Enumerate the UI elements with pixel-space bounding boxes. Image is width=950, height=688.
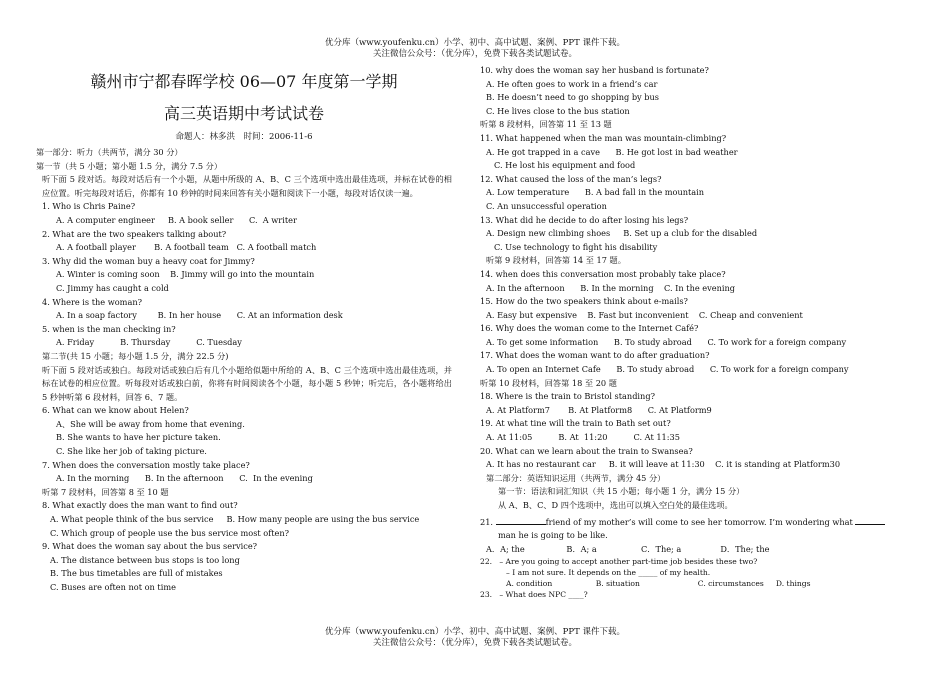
question-12: 12. What caused the loss of the man’s legs? — [480, 173, 662, 184]
question-10-option-b: B. He doesn’t need to go shopping by bus — [486, 92, 660, 103]
question-3-option-c: C. Jimmy has caught a cold — [56, 282, 169, 293]
question-2-options: A. A football player B. A football team C. A football match — [56, 242, 317, 253]
question-4-options: A. In a soap factory B. In her house C. At an information desk — [56, 310, 343, 321]
section2-heading: 第二节(共 15 小题；每小题 1.5 分，满分 22.5 分) — [42, 350, 229, 361]
question-8-option-c: C. Which group of people use the bus service most often? — [50, 527, 290, 538]
question-13-options-ab: A. Design new climbing shoes B. Set up a club for the disabled — [486, 228, 758, 239]
question-8-options-ab: A. What people think of the bus service B. How many people are using the bus service — [50, 514, 420, 525]
footer-line-1: 优分库（www.youfenku.cn）小学、初中、高中试题、案例、PPT 课件下载。 — [325, 627, 625, 637]
question-9-option-b: B. The bus timetables are full of mistakes — [50, 568, 223, 579]
question-3-options-ab: A. Winter is coming soon B. Jimmy will go into the mountain — [56, 269, 315, 280]
question-9-option-a: A. The distance between bus stops is too long — [50, 554, 240, 565]
question-10: 10. why does the woman say her husband is fortunate? — [480, 65, 709, 75]
question-20: 20. What can we learn about the train to Swansea? — [480, 445, 693, 456]
question-19: 19. At what tine will the train to Bath set out? — [480, 418, 671, 429]
question-15-options: A. Easy but expensive B. Fast but inconvenient C. Cheap and convenient — [486, 309, 803, 320]
page-footer — [0, 627, 950, 649]
question-7: 7. When does the conversation mostly take place? — [42, 459, 250, 470]
part1-heading: 第一部分：听力（共两节，满分 30 分） — [36, 147, 183, 157]
question-23: 23. – What does NPC ____? — [480, 590, 588, 600]
right-column — [480, 64, 853, 600]
question-15: 15. How do the two speakers think about e-mails? — [480, 296, 688, 307]
header-line-1: 优分库（www.youfenku.cn）小学、初中、高中试题、案例、PPT 课件下载。 — [325, 38, 625, 48]
question-18-options: A. At Platform7 B. At Platform8 C. At Platform9 — [486, 404, 712, 415]
question-20-options: A. It has no restaurant car B. it will leave at 11:30 C. it is standing at Platform30 — [486, 459, 841, 470]
question-22-options: A. condition B. situation C. circumstances D. things — [506, 579, 811, 589]
question-17-options: A. To open an Internet Cafe B. To study abroad C. To work for a foreign company — [486, 364, 849, 375]
question-10-option-c: C. He lives close to the bus station — [486, 105, 630, 116]
question-5: 5. when is the man checking in? — [42, 323, 176, 334]
question-3: 3. Why did the woman buy a heavy coat for Jimmy? — [42, 255, 255, 266]
question-13: 13. What did he decide to do after losing his legs? — [480, 214, 689, 225]
section1-heading: 第一节（共 5 小题；第小题 1.5 分，满分 7.5 分） — [36, 160, 223, 171]
question-21-blank-2 — [855, 515, 885, 525]
question-4: 4. Where is the woman? — [42, 296, 142, 307]
question-17: 17. What does the woman want to do after graduation? — [480, 350, 710, 361]
question-6: 6. What can we know about Helen? — [42, 405, 189, 416]
question-11-options-ab: A. He got trapped in a cave B. He got lost in bad weather — [486, 146, 738, 157]
question-18: 18. Where is the train to Bristol standing? — [480, 391, 655, 402]
question-12-options-ab: A. Low temperature B. A bad fall in the mountain — [486, 187, 705, 198]
page-header — [0, 38, 950, 60]
footer-line-2: 关注微信公众号：（优分库），免费下载各类试题试卷。 — [372, 638, 577, 648]
question-14-options: A. In the afternoon B. In the morning C. In the evening — [486, 282, 736, 293]
question-12-option-c: C. An unsuccessful operation — [486, 200, 607, 211]
question-11-option-c: C. He lost his equipment and food — [494, 160, 636, 171]
question-21-end: man he is going to be like. — [498, 530, 608, 541]
exam-title-school: 赣州市宁都春晖学校 06—07 年度第一学期 — [90, 72, 398, 91]
section2-1-instructions: 从 A、B、C、D 四个选项中，选出可以填入空白处的最佳选项。 — [498, 500, 733, 510]
exam-title-subject: 高三英语期中考试试卷 — [163, 104, 324, 123]
question-11: 11. What happened when the man was mountain-climbing? — [480, 132, 727, 143]
question-8: 8. What exactly does the man want to find out? — [42, 500, 238, 511]
question-6-option-c: C. She like her job of taking picture. — [56, 446, 207, 457]
listening-10-instruction: 听第 10 段材料，回答第 18 至 20 题 — [480, 377, 617, 388]
question-1: 1. Who is Chris Paine? — [42, 201, 136, 212]
question-5-options: A. Friday B. Thursday C. Tuesday — [56, 337, 242, 348]
question-21 — [480, 515, 853, 530]
question-6-option-a: A、She will be away from home that evening. — [56, 418, 245, 429]
section2-1-heading: 第一节：语法和词汇知识（共 15 小题；每小题 1 分，满分 15 分） — [498, 486, 745, 497]
question-21-blank-1 — [496, 515, 546, 525]
question-9-option-c: C. Buses are often not on time — [50, 582, 176, 592]
question-21-text: friend of my mother’s will come to see her tomorrow. I’m wondering what — [545, 516, 853, 527]
section2-instructions: 听下面 5 段对话或独白。每段对话或独白后有几个小题给似题中所给的 A、B、C 三个选项中选出最佳选项，并标在试卷的相应位置。听每段对话或独白前，你将有时间阅读各个小题，每小题 5 秒钟；听完后，各小题将给出 5 秒钟听第 6 段材料，回答 6、7 题。 — [42, 364, 452, 402]
question-1-options: A. A computer engineer B. A book seller C. A writer — [56, 214, 297, 225]
question-16-options: A. To get some information B. To study abroad C. To work for a foreign company — [486, 336, 847, 347]
question-13-option-c: C. Use technology to fight his disability — [494, 241, 658, 252]
header-line-2: 关注微信公众号：（优分库），免费下载各类试题试卷。 — [372, 49, 577, 59]
question-22: 22. – Are you going to accept another part-time job besides these two? — [480, 557, 758, 567]
question-7-options: A. In the morning B. In the afternoon C. In the evening — [56, 473, 313, 484]
listening-8-instruction: 听第 8 段材料，回答第 11 至 13 题 — [480, 119, 612, 130]
exam-meta: 命题人：林多洪 时间：2006-11-6 — [175, 132, 313, 142]
part2-heading: 第二部分：英语知识运用（共两节，满分 45 分） — [486, 472, 666, 483]
question-10-option-a: A. He often goes to work in a friend’s car — [486, 78, 658, 89]
question-16: 16. Why does the woman come to the Internet Café? — [480, 323, 699, 334]
question-14: 14. when does this conversation most probably take place? — [480, 268, 726, 279]
listening-7-instruction: 听第 7 段材料，回答第 8 至 10 题 — [42, 486, 169, 497]
listening-9-instruction: 听第 9 段材料，回答第 14 至 17 题。 — [486, 255, 626, 266]
question-21-options: A．A; the B．A; a C．The; a D．The; the — [486, 543, 770, 554]
section1-instructions: 听下面 5 段对话。每段对话后有一个小题，从题中所级的 A、B、C 三个选项中选出最佳选项，并标在试卷的相应位置。听完每段对话后，你都有 10 秒钟的时间来回答有关小题和阅读下一小题，每段对话仅读一遍。 — [42, 174, 452, 198]
question-19-options: A. At 11:05 B. At 11:20 C. At 11:35 — [486, 432, 680, 443]
left-column — [36, 66, 452, 595]
question-22-reply: – I am not sure. It depends on the _____ of my health. — [506, 568, 711, 578]
question-9: 9. What does the woman say about the bus service? — [42, 541, 258, 552]
question-6-option-b: B. She wants to have her picture taken. — [56, 432, 221, 443]
question-2: 2. What are the two speakers talking about? — [42, 228, 227, 239]
question-21-number: 21. — [480, 516, 494, 527]
